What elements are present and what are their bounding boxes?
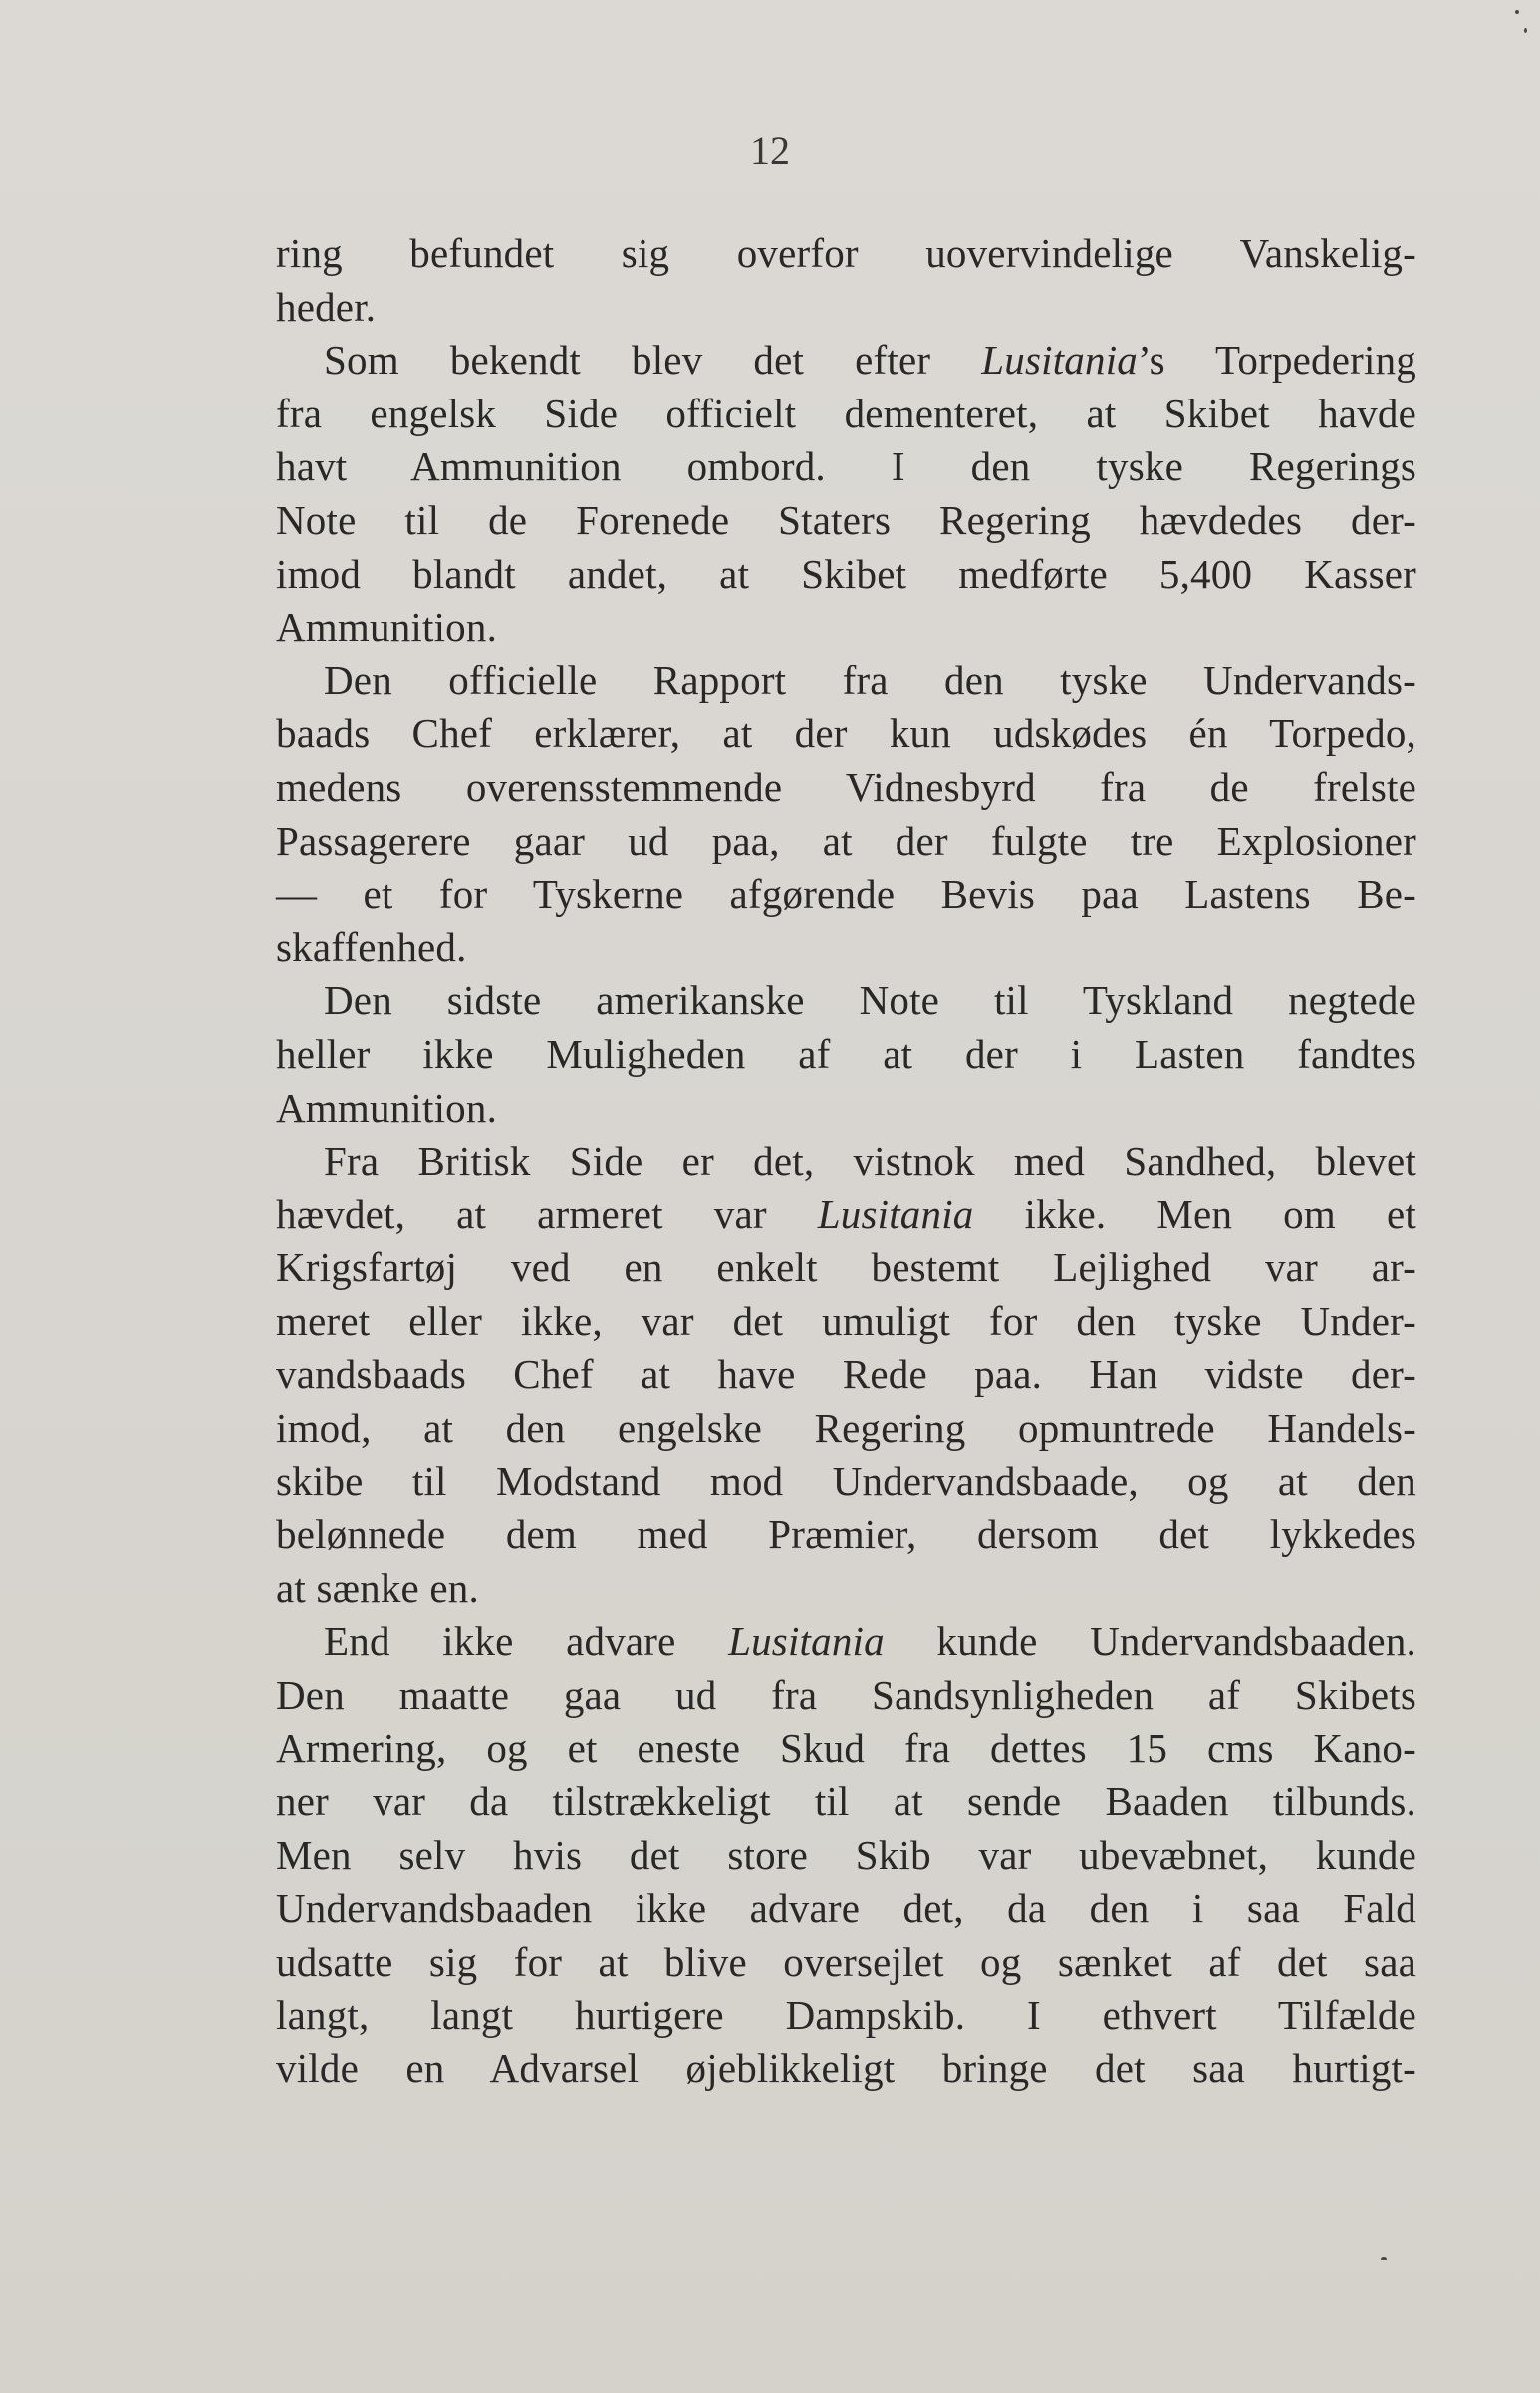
text-run: Den maatte gaa ud fra Sandsynligheden af Skibets (276, 1672, 1416, 1719)
text-line (276, 868, 1416, 922)
text-run: skaffenhed. (276, 924, 467, 970)
text-line (276, 334, 1416, 388)
text-line (276, 1456, 1416, 1509)
text-line (276, 1348, 1416, 1402)
text-line (276, 1562, 1416, 1616)
text-line (276, 1189, 1416, 1242)
text-run: ikke. Men om et (973, 1191, 1416, 1237)
text-line (276, 1723, 1416, 1776)
text-line (276, 707, 1416, 761)
text-run: hævdet, at armeret var (276, 1191, 818, 1237)
text-run: ring befundet sig overfor uovervindelige Vanskelig- (276, 230, 1416, 276)
text-line (276, 761, 1416, 815)
italic-ship-name: Lusitania (728, 1618, 885, 1665)
text-line (276, 974, 1416, 1028)
text-run: langt, langt hurtigere Dampskib. I ethvert Tilfælde (276, 1992, 1416, 2038)
text-run: imod blandt andet, at Skibet medførte 5,400 Kasser (276, 550, 1416, 597)
text-run: belønnede dem med Præmier, dersom det lykkedes (276, 1511, 1416, 1558)
text-run: Armering, og et eneste Skud fra dettes 15 cms Kano- (276, 1725, 1416, 1771)
text-run: at sænke en. (276, 1564, 479, 1611)
text-line (276, 2042, 1416, 2096)
italic-ship-name: Lusitania (981, 337, 1138, 384)
text-line (276, 922, 1416, 975)
text-run: ’s Torpedering (1138, 337, 1417, 384)
text-run: Som bekendt blev det efter (324, 337, 982, 384)
text-line (276, 1669, 1416, 1723)
italic-ship-name: Lusitania (817, 1191, 974, 1237)
text-run: Undervandsbaaden ikke advare det, da den i saa Fald (276, 1885, 1416, 1932)
text-run: meret eller ikke, var det umuligt for den tyske Under- (276, 1297, 1416, 1344)
text-run: Note til de Forenede Staters Regering hævdedes der- (276, 496, 1416, 543)
text-line (276, 1508, 1416, 1562)
text-line (276, 388, 1416, 441)
text-line (276, 601, 1416, 655)
text-line (276, 1241, 1416, 1295)
text-line (276, 548, 1416, 602)
dust-speck (1524, 28, 1527, 33)
text-run: skibe til Modstand mod Undervandsbaade, og at den (276, 1458, 1416, 1504)
text-line (276, 1402, 1416, 1456)
text-line (276, 440, 1416, 494)
text-line (276, 281, 1416, 335)
text-line (276, 1135, 1416, 1189)
text-run: Ammunition. (276, 604, 498, 651)
text-line (276, 1615, 1416, 1669)
text-run: medens overensstemmende Vidnesbyrd fra de frelste (276, 763, 1416, 810)
text-line (276, 1829, 1416, 1883)
text-run: kunde Undervandsbaaden. (884, 1618, 1416, 1665)
text-run: Den officielle Rapport fra den tyske Undervands- (324, 657, 1416, 703)
text-line (276, 1295, 1416, 1349)
text-line (276, 494, 1416, 548)
text-run: vandsbaads Chef at have Rede paa. Han vidste der- (276, 1351, 1416, 1398)
text-run: Fra Britisk Side er det, vistnok med Sandhed, blevet (324, 1138, 1416, 1185)
text-line (276, 227, 1416, 281)
text-run: Ammunition. (276, 1084, 498, 1131)
text-run: heder. (276, 283, 377, 330)
text-run: havt Ammunition ombord. I den tyske Regerings (276, 443, 1416, 490)
text-run: Krigsfartøj ved en enkelt bestemt Lejlighed var ar- (276, 1244, 1416, 1291)
page-number: 12 (750, 129, 790, 173)
text-run: imod, at den engelske Regering opmuntrede Handels- (276, 1405, 1416, 1452)
text-line (276, 1990, 1416, 2043)
text-run: Den sidste amerikanske Note til Tyskland negtede (324, 977, 1416, 1024)
text-run: — et for Tyskerne afgørende Bevis paa Lastens Be- (276, 871, 1416, 918)
text-line (276, 815, 1416, 869)
text-run: fra engelsk Side officielt dementeret, at Skibet havde (276, 390, 1416, 436)
text-run: Passagerere gaar ud paa, at der fulgte tre Explosioner (276, 817, 1416, 864)
body-text (276, 227, 1416, 2096)
text-run: udsatte sig for at blive oversejlet og sænket af det saa (276, 1939, 1416, 1985)
dust-speck (1381, 2257, 1387, 2260)
dust-speck (1515, 10, 1519, 14)
text-line (276, 1028, 1416, 1082)
text-line (276, 1775, 1416, 1829)
text-run: heller ikke Muligheden af at der i Lasten fandtes (276, 1030, 1416, 1077)
text-line (276, 1082, 1416, 1136)
text-run: End ikke advare (324, 1618, 729, 1665)
text-line (276, 1882, 1416, 1936)
text-run: baads Chef erklærer, at der kun udskødes én Torpedo, (276, 710, 1416, 757)
text-run: vilde en Advarsel øjeblikkeligt bringe det saa hurtigt- (276, 2045, 1416, 2092)
text-line (276, 1936, 1416, 1990)
text-run: Men selv hvis det store Skib var ubevæbnet, kunde (276, 1831, 1416, 1878)
text-run: ner var da tilstrækkeligt til at sende Baaden tilbunds. (276, 1778, 1416, 1825)
text-line (276, 655, 1416, 708)
